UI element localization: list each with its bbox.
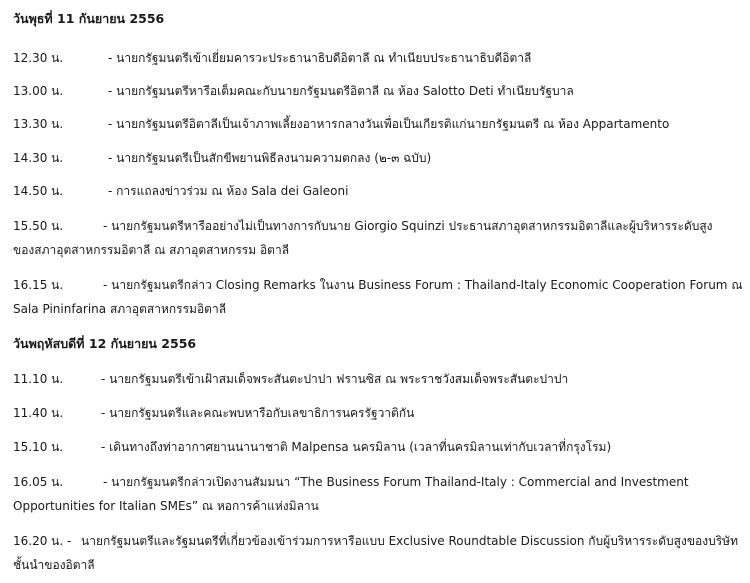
item-text: - นายกรัฐมนตรีและคณะพบหารือกับเลขาธิการนครรัฐวาติกัน: [101, 406, 415, 420]
schedule-item-continuation: ของสภาอุตสาหกรรมอิตาลี ณ สภาอุตสาหกรรม อิตาลี: [13, 243, 290, 257]
item-text: - นายกรัฐมนตรีเป็นสักขีพยานพิธีลงนามความตกลง (๒-๓ ฉบับ): [108, 151, 432, 165]
item-text: - นายกรัฐมนตรีกล่าว Closing Remarks ในงาน Business Forum : Thailand-Italy Economic Cooperation Forum ณ: [103, 278, 743, 292]
item-time: 16.15 น.: [13, 278, 64, 292]
schedule-item-continuation: ชั้นนำของอิตาลี: [13, 558, 95, 572]
item-text: - นายกรัฐมนตรีเข้าเยี่ยมคารวะประธานาธิบดีอิตาลี ณ ทำเนียบประธานาธิบดีอิตาลี: [108, 51, 532, 65]
item-time: 16.05 น.: [13, 475, 64, 489]
item-text: - นายกรัฐมนตรีเข้าเฝ้าสมเด็จพระสันตะปาปา ฟรานซิส ณ พระราชวังสมเด็จพระสันตะปาปา: [101, 372, 569, 386]
item-time: 16.20 น. -: [13, 534, 72, 548]
item-text: - นายกรัฐมนตรีหารือเต็มคณะกับนายกรัฐมนตรีอิตาลี ณ ห้อง Salotto Deti ทำเนียบรัฐบาล: [108, 84, 574, 98]
item-text: - นายกรัฐมนตรีหารืออย่างไม่เป็นทางการกับนาย Giorgio Squinzi ประธานสภาอุตสาหกรรมอิตาลีและผู้บริหารระดับสูง: [103, 219, 713, 233]
item-time: 14.50 น.: [13, 184, 64, 198]
item-text: - นายกรัฐมนตรีอิตาลีเป็นเจ้าภาพเลี้ยงอาหารกลางวันเพื่อเป็นเกียรติแก่นายกรัฐมนตรี ณ ห้อง Appartamento: [108, 117, 670, 131]
item-text: - เดินทางถึงท่าอากาศยานนานาชาติ Malpensa นครมิลาน (เวลาที่นครมิลานเท่ากับเวลาที่กรุงโรม): [101, 440, 612, 454]
item-time: 13.30 น.: [13, 117, 64, 131]
day-heading-1: วันพุธที่ 11 กันยายน 2556: [13, 11, 165, 26]
item-time: 15.10 น.: [13, 440, 64, 454]
item-time: 11.40 น.: [13, 406, 64, 420]
item-time: 14.30 น.: [13, 151, 64, 165]
schedule-item-continuation: Sala Pininfarina สภาอุตสาหกรรมอิตาลี: [13, 302, 227, 316]
item-time: 12.30 น.: [13, 51, 64, 65]
item-time: 15.50 น.: [13, 219, 64, 233]
item-time: 11.10 น.: [13, 372, 64, 386]
item-text: - การแถลงข่าวร่วม ณ ห้อง Sala dei Galeoni: [108, 184, 349, 198]
item-time: 13.00 น.: [13, 84, 64, 98]
item-text: นายกรัฐมนตรีและรัฐมนตรีที่เกี่ยวข้องเข้าร่วมการหารือแบบ Exclusive Roundtable Discussion กับผู้บริหารระดับสูงของบริษัท: [81, 534, 738, 548]
day-heading-2: วันพฤหัสบดีที่ 12 กันยายน 2556: [13, 336, 197, 351]
schedule-item-continuation: Opportunities for Italian SMEs” ณ หอการค้าแห่งมิลาน: [13, 499, 319, 513]
item-text: - นายกรัฐมนตรีกล่าวเปิดงานสัมมนา “The Business Forum Thailand-Italy : Commercial and Investment: [103, 475, 689, 489]
